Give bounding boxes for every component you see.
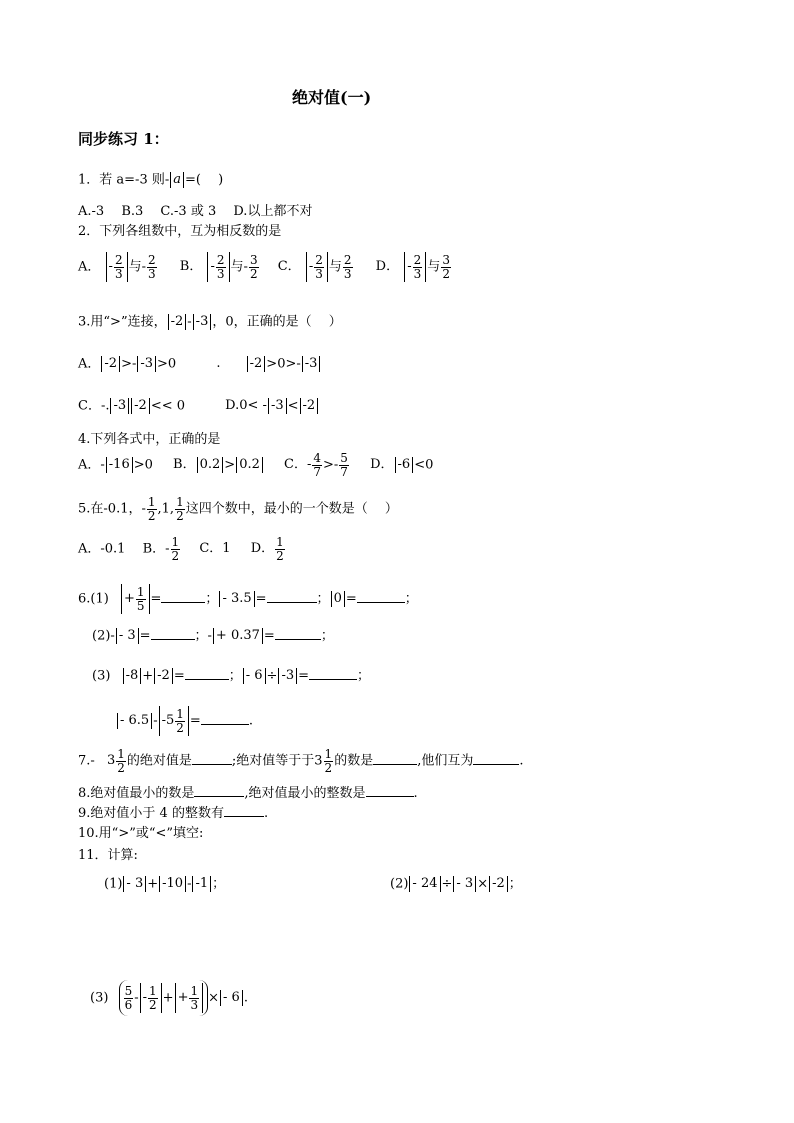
section-heading: 同步练习 1： bbox=[78, 130, 169, 148]
question-11: 11．计算: bbox=[78, 848, 138, 863]
question-8: 8.绝对值最小的数是 ,绝对值最小的整数是 . bbox=[78, 786, 418, 801]
q2-a-abs: - $\frac{2}{3}$ bbox=[106, 252, 128, 282]
q1-stem-pre: 1．若 a=-3 则- bbox=[78, 172, 170, 188]
q3-options-cd: C．-. -3 -2 << 0 D.0< - -3 < -2 bbox=[78, 398, 319, 414]
question-9: 9.绝对值小于 4 的整数有 . bbox=[78, 806, 269, 821]
page-title: 绝对值(一) bbox=[292, 88, 372, 107]
q1-options: A.-3 B.3 C.-3 或 3 D.以上都不对 bbox=[78, 204, 313, 219]
question-2: 2．下列各组数中，互为相反数的是 bbox=[78, 224, 282, 239]
question-1 bbox=[78, 172, 223, 188]
question-6-part-1: 6.(1) + $\frac{1}{5}$ = ； - 3.5 = ； 0 = ； bbox=[78, 585, 418, 613]
q11-part-2: (2) - 24 ÷ - 3 × -2 ； bbox=[390, 876, 522, 892]
question-6-part-3: (3) -8 + -2 = ； - 6 ÷ -3 = ； bbox=[92, 668, 371, 684]
q11-part-3: (3) $\frac{5}{6}$ - - $\frac{1}{2}$ + + $\frac{1}{3}$ × - 6 . bbox=[90, 980, 248, 1016]
q3-options-ab: A． -2 >- -3 >0 . -2 >0>- -3 bbox=[78, 356, 321, 372]
question-4: 4.下列各式中，正确的是 bbox=[78, 432, 221, 447]
q2-d-abs: - $\frac{2}{3}$ bbox=[404, 252, 426, 282]
question-6-part-2: (2)- - 3 = ；- + 0.37 = ； bbox=[92, 628, 334, 644]
question-7: 7.- 3 $\frac{1}{2}$ 的绝对值是 ;绝对值等于于3 $\frac{1}{2}$ 的数是 ,他们互为 . bbox=[78, 747, 524, 775]
q4-options: A．- -16 >0 B． 0.2 > 0.2 C．- $\frac{4}{7}$ >- $\frac{5}{7}$ D． -6 <0 bbox=[78, 451, 434, 479]
question-3: 3.用“>”连接， -2 - -3 ，0，正确的是（ ） bbox=[78, 314, 342, 330]
question-10: 10.用“>”或“<”填空: bbox=[78, 826, 204, 841]
q2-c-abs: - $\frac{2}{3}$ bbox=[306, 252, 328, 282]
q2-b-abs: - $\frac{2}{3}$ bbox=[207, 252, 229, 282]
question-6-part-4: - 6.5 - -5 $\frac{1}{2}$ = . bbox=[116, 706, 253, 736]
q2-options: A． - $\frac{2}{3}$ 与- $\frac{2}{3}$ B． - $\frac{2}{3}$ 与- $\frac{3}{2}$ C． - $\frac{2}{3}$ 与 $\frac{2}{3}$ D． - $\frac{2}{3}$ 与 $\frac{3}{2}$ bbox=[78, 253, 450, 281]
q1-stem-post: =( ) bbox=[185, 172, 224, 188]
q5-options: A．-0.1 B．- $\frac{1}{2}$ C．1 D． $\frac{1}{2}$ bbox=[78, 535, 284, 563]
question-5: 5.在-0.1，- $\frac{1}{2}$ ,1, $\frac{1}{2}$ 这四个数中，最小的一个数是（ ） bbox=[78, 495, 398, 523]
q11-part-1: (1) - 3 + -10 - -1 ； bbox=[104, 876, 226, 892]
abs-a: a bbox=[170, 172, 184, 188]
